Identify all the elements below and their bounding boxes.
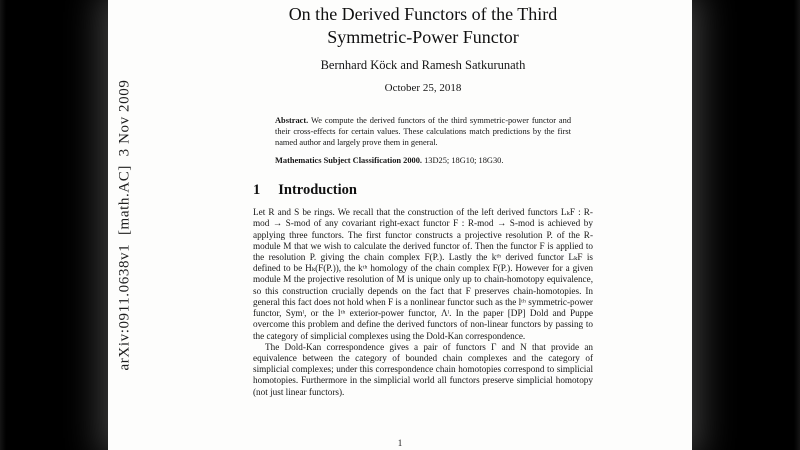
msc-paragraph	[275, 155, 571, 166]
section-heading	[253, 182, 593, 199]
left-edge-glow	[0, 0, 6, 450]
right-edge-glow	[794, 0, 800, 450]
section-number: 1	[253, 182, 261, 199]
arxiv-sidebar-stamp: arXiv:0911.0638v1 [math.AC] 3 Nov 2009	[116, 79, 133, 371]
section-title: Introduction	[278, 182, 357, 199]
msc-label: Mathematics Subject Classification 2000.	[275, 156, 423, 166]
intro-paragraph-2: The Dold-Kan correspondence gives a pair of functors Γ and N that provide an equivalence between the category of bounded chain complexes and the category of simplicial complexes; under this correspondence chain homotopies correspond to simplicial homotopies. Furthermore in the simplicial world all functors preserve simplicial homotopy (not just linear functors).	[253, 341, 593, 397]
paper-date: October 25, 2018	[384, 81, 462, 94]
intro-paragraph-1: Let R and S be rings. We recall that the construction of the left derived functors LₖF : R-mod → S-mod of any covariant right-exact functor F : R-mod → S-mod is achieved by applying three functors. The first functor constructs a projective resolution P. of the R-module M that we wish to calculate the derived functor of. Then the functor F is applied to the resolution P. giving the chain complex F(P.). Lastly the kᵗʰ derived functor LₖF is defined to be Hₖ(F(P.)), the kᵗʰ homology of the chain complex F(P.). However for a given module M the projective resolution of M is unique only up to chain-homotopy equivalence, so this construction crucially depends on the fact that F preserves chain-homotopies. In general this fact does not hold when F is a nonlinear functor such as the lᵗʰ symmetric-power functor, Symˡ, or the lᵗʰ exterior-power functor, Λˡ. In the paper [DP] Dold and Puppe overcome this problem and define the derived functors of non-linear functors by passing to the category of simplicial complexes using the Dold-Kan correspondence.	[253, 207, 593, 341]
paper-page	[108, 0, 692, 450]
abstract-block	[275, 115, 571, 166]
abstract-label: Abstract.	[275, 115, 309, 125]
page-number: 1	[397, 438, 403, 448]
abstract-text: We compute the derived functors of the third symmetric-power functor and their cross-effects for certain values. These calculations match predictions by the first named author and largely prove them in general.	[275, 115, 572, 147]
paper-content-column	[253, 0, 593, 450]
paper-authors: Bernhard Köck and Ramesh Satkurunath	[320, 57, 526, 72]
abstract-paragraph	[275, 115, 571, 148]
msc-text: 13D25; 18G10; 18G30.	[424, 156, 504, 166]
paper-title: On the Derived Functors of the Third Symmetric-Power Functor	[288, 4, 558, 48]
